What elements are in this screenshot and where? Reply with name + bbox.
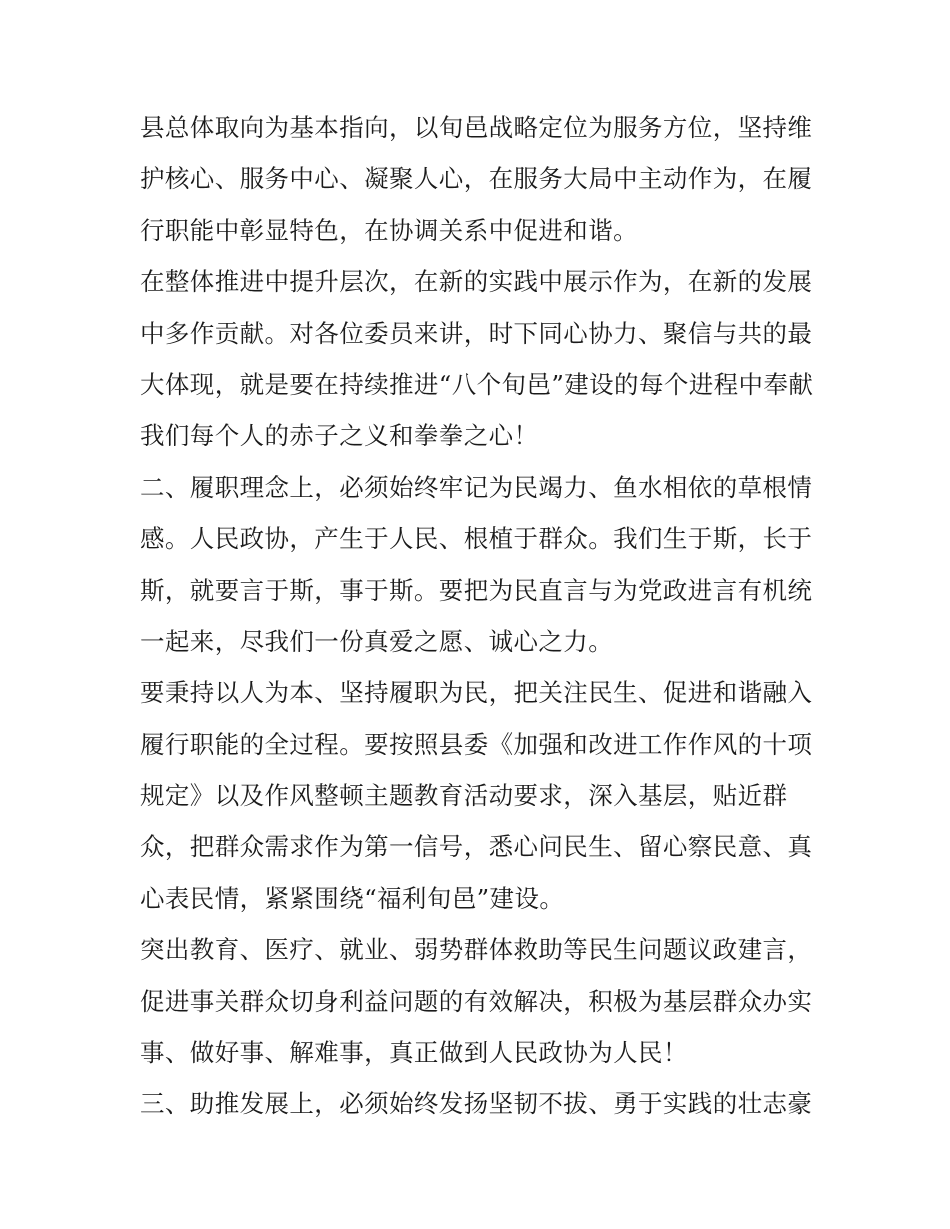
- body-text: [140, 102, 820, 1130]
- text-line: 心表民情，紧紧围绕“福利旬邑”建设。: [140, 883, 565, 913]
- text-line: 我们每个人的赤子之义和拳拳之心！: [140, 421, 539, 451]
- text-line: 突出教育、医疗、就业、弱势群体救助等民生问题议政建言，: [140, 935, 813, 965]
- text-line: 在整体推进中提升层次，在新的实践中展示作为，在新的发展: [140, 267, 813, 297]
- text-line: 三、助推发展上，必须始终发扬坚韧不拔、勇于实践的壮志豪: [140, 1089, 813, 1119]
- text-line: 履行职能的全过程。要按照县委《加强和改进工作作风的十项: [140, 729, 813, 759]
- text-line: 二、履职理念上，必须始终牢记为民竭力、鱼水相依的草根情: [140, 472, 813, 502]
- text-line: 斯，就要言于斯，事于斯。要把为民直言与为党政进言有机统: [140, 575, 813, 605]
- text-line: 众，把群众需求作为第一信号，悉心问民生、留心察民意、真: [140, 832, 813, 862]
- text-line: 感。人民政协，产生于人民、根植于群众。我们生于斯，长于: [140, 524, 813, 554]
- text-line: 规定》以及作风整顿主题教育活动要求，深入基层，贴近群: [140, 781, 788, 811]
- text-line: 行职能中彰显特色，在协调关系中促进和谐。: [140, 215, 638, 245]
- text-line: 大体现，就是要在持续推进“八个旬邑”建设的每个进程中奉献: [140, 369, 814, 399]
- text-line: 要秉持以人为本、坚持履职为民，把关注民生、促进和谐融入: [140, 678, 813, 708]
- text-line: 护核心、服务中心、凝聚人心，在服务大局中主动作为，在履: [140, 164, 813, 194]
- text-line: 一起来，尽我们一份真爱之愿、诚心之力。: [140, 626, 614, 656]
- text-line: 县总体取向为基本指向，以旬邑战略定位为服务方位，坚持维: [140, 113, 813, 142]
- text-line: 事、做好事、解难事，真正做到人民政协为人民！: [140, 1038, 688, 1068]
- text-line: 中多作贡献。对各位委员来讲，时下同心协力、聚信与共的最: [140, 318, 813, 348]
- text-line: 促进事关群众切身利益问题的有效解决，积极为基层群众办实: [140, 986, 813, 1016]
